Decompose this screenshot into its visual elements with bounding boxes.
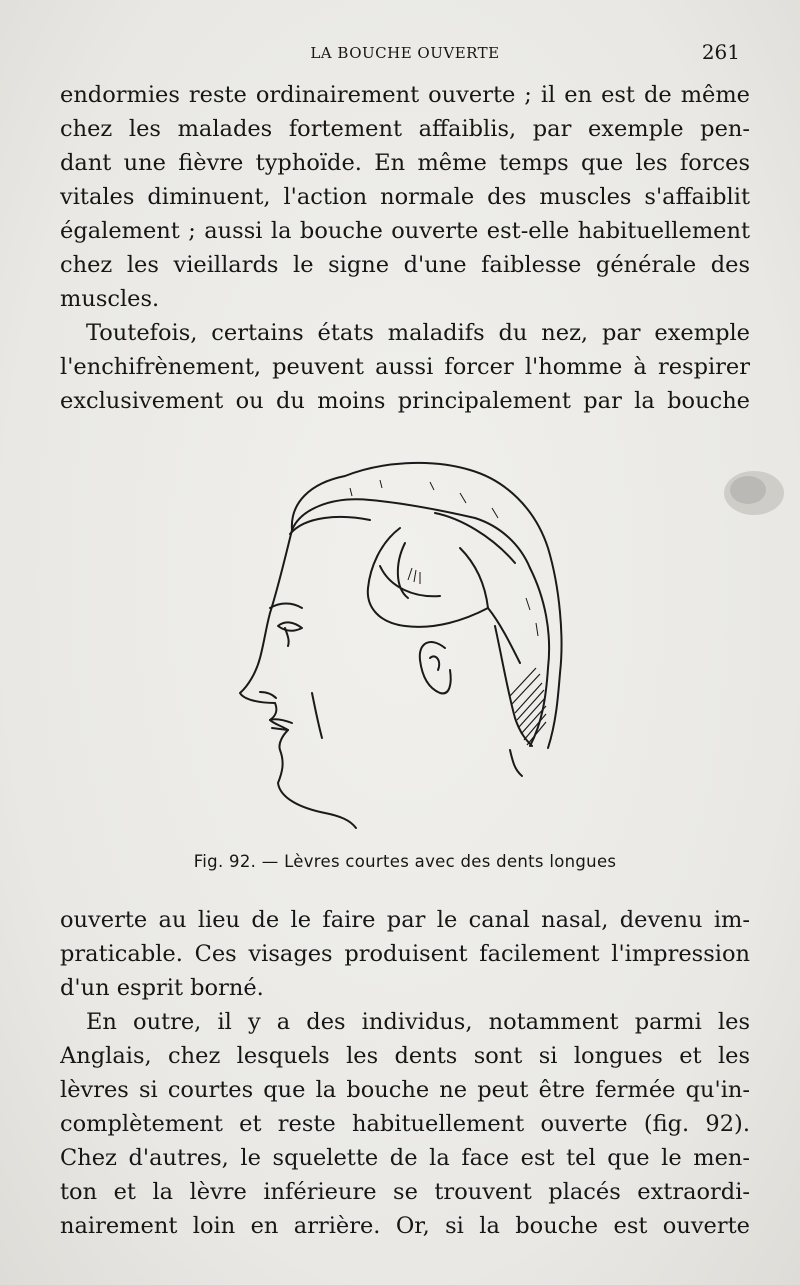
figure-caption: Fig. 92. — Lèvres courtes avec des dents longues bbox=[193, 852, 617, 871]
profile-illustration bbox=[230, 448, 580, 838]
ink-smudge bbox=[718, 462, 790, 524]
nostril bbox=[260, 692, 276, 698]
text-line: endormies reste ordinairement ouverte ; il en est de même bbox=[60, 82, 750, 108]
face-profile bbox=[240, 530, 356, 828]
text-line: ton et la lèvre inférieure se trouvent placés extraordi- bbox=[60, 1179, 750, 1205]
nape-hatching bbox=[510, 668, 546, 745]
text-block-top bbox=[60, 78, 750, 418]
text-line: exclusivement ou du moins principalement par la bouche bbox=[60, 388, 750, 414]
text-block-bottom bbox=[60, 903, 750, 1243]
ear bbox=[420, 642, 451, 693]
text-line: Chez d'autres, le squelette de la face est tel que le men- bbox=[60, 1145, 750, 1171]
text-line: également ; aussi la bouche ouverte est-elle habituellement bbox=[60, 218, 750, 244]
page-number: 261 bbox=[701, 40, 740, 64]
text-line: complètement et reste habituellement ouverte (fig. 92). bbox=[60, 1111, 750, 1137]
text-line: muscles. bbox=[60, 286, 160, 312]
eyebrow bbox=[270, 604, 302, 609]
neck bbox=[510, 750, 522, 776]
text-line: lèvres si courtes que la bouche ne peut être fermée qu'in- bbox=[60, 1077, 750, 1103]
text-line: chez les vieillards le signe d'une faiblesse générale des bbox=[60, 252, 750, 278]
eye bbox=[278, 622, 302, 630]
hair-roll bbox=[292, 499, 530, 568]
hair-bun bbox=[368, 528, 488, 627]
page-header bbox=[60, 40, 750, 70]
nape bbox=[530, 568, 549, 746]
text-line: vitales diminuent, l'action normale des muscles s'affaiblit bbox=[60, 184, 750, 210]
text-line: ouverte au lieu de le faire par le canal nasal, devenu im- bbox=[60, 907, 750, 933]
text-line: chez les malades fortement affaiblis, par exemple pen- bbox=[60, 116, 750, 142]
text-line: praticable. Ces visages produisent facilement l'impression bbox=[60, 941, 750, 967]
text-line: Anglais, chez lesquels les dents sont si longues et les bbox=[60, 1043, 750, 1069]
text-line: dant une fièvre typhoïde. En même temps que les forces bbox=[60, 150, 750, 176]
text-line: Toutefois, certains états maladifs du nez, par exemple bbox=[86, 320, 750, 346]
text-line: d'un esprit borné. bbox=[60, 975, 264, 1001]
text-line: En outre, il y a des individus, notamment parmi les bbox=[86, 1009, 750, 1035]
text-line: nairement loin en arrière. Or, si la bouche est ouverte bbox=[60, 1213, 750, 1239]
running-title: LA BOUCHE OUVERTE bbox=[310, 44, 500, 62]
text-line: l'enchifrènement, peuvent aussi forcer l'homme à respirer bbox=[60, 354, 750, 380]
hair-outline bbox=[292, 463, 562, 748]
